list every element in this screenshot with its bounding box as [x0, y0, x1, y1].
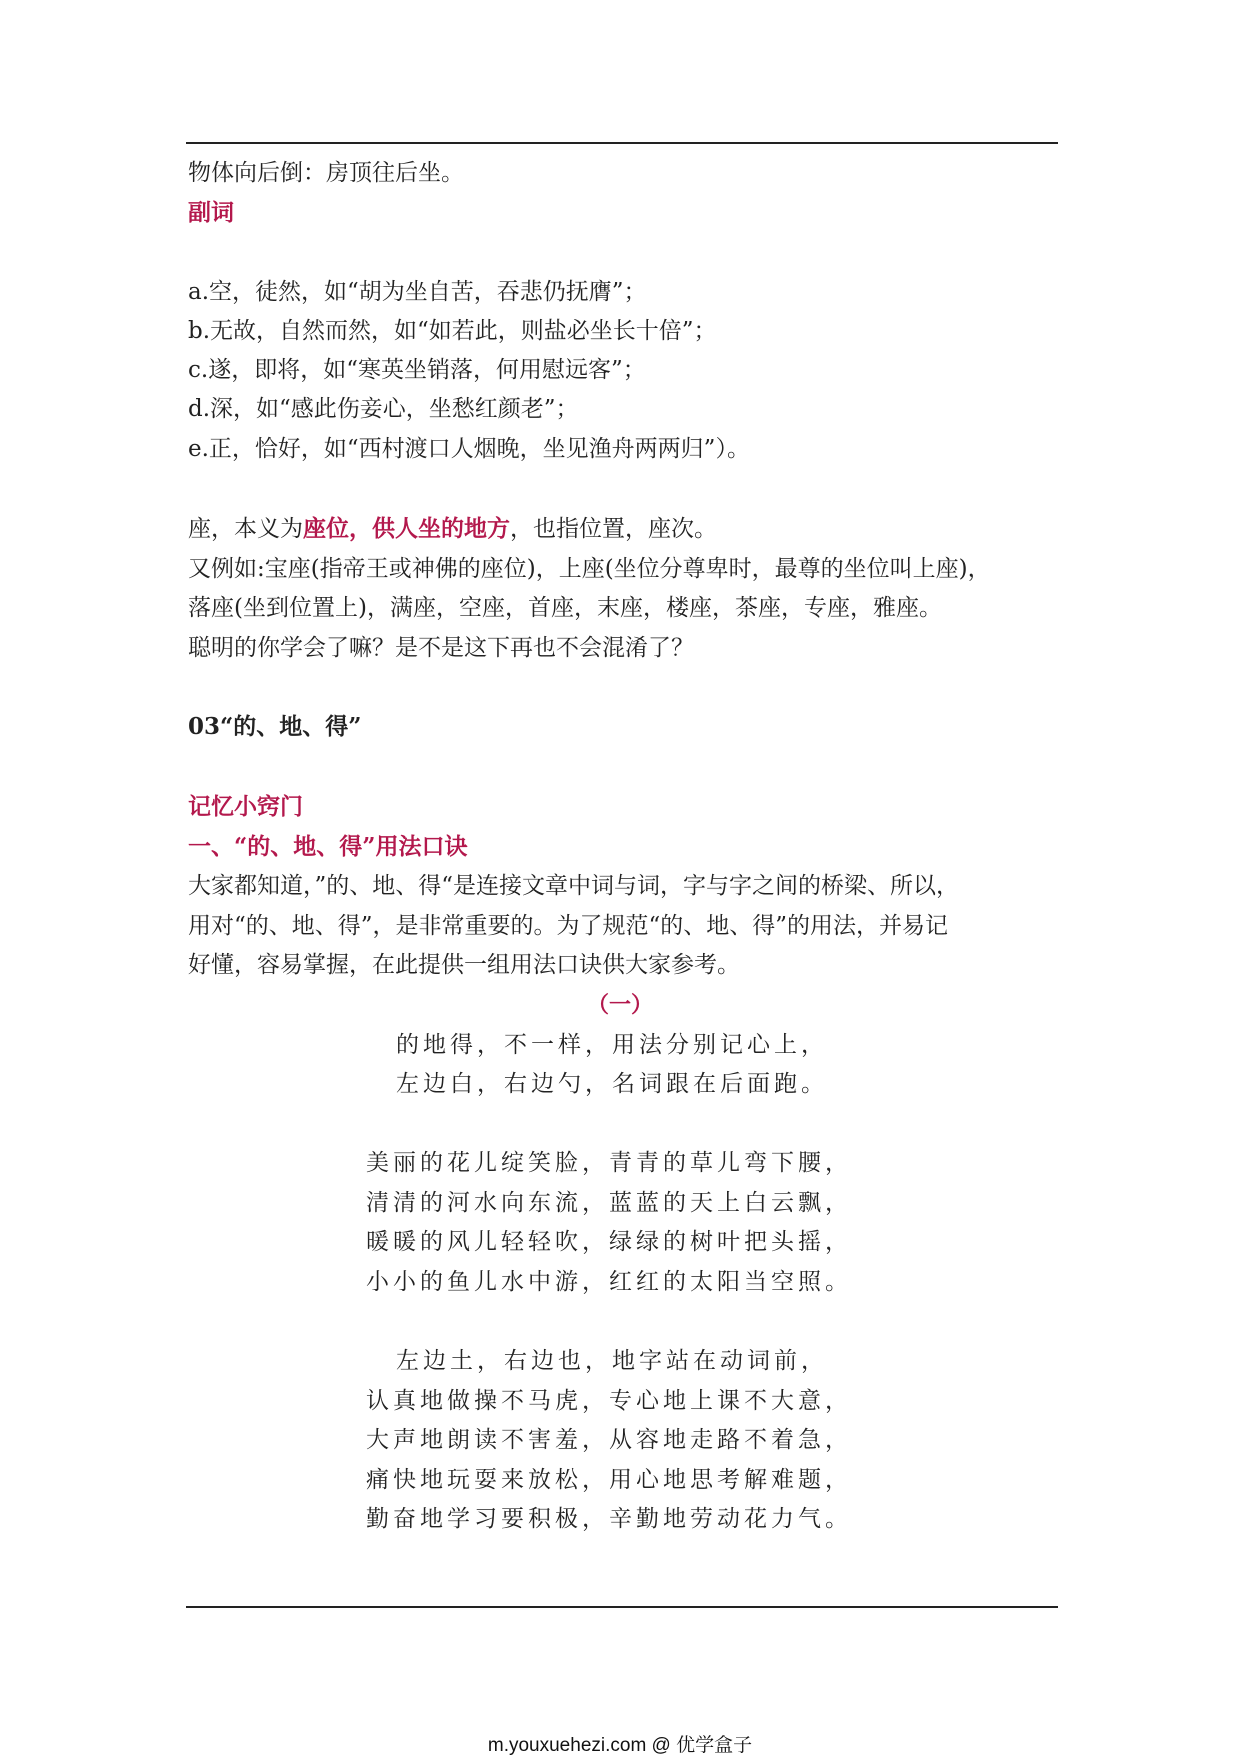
zuo-prefix: 座，本义为: [188, 516, 303, 542]
zuo-suffix: ，也指位置，座次。: [510, 516, 717, 542]
adverb-heading: 副词: [188, 199, 234, 226]
intro-line-1: 大家都知道，”的、地、得“是连接文章中词与词，字与字之间的桥梁、所以，: [188, 873, 960, 899]
zuo-question: 聪明的你学会了嘛？是不是这下再也不会混淆了？: [188, 635, 694, 661]
zuo-definition: [188, 514, 717, 544]
section-title: 03“的、地、得”: [188, 713, 362, 740]
footer-rule: [186, 1606, 1058, 1608]
intro-line-2: 用对“的、地、得”，是非常重要的。为了规范“的、地、得”的用法，并易记: [188, 913, 949, 939]
intro-line-3: 好懂，容易掌握，在此提供一组用法口诀供大家参考。: [188, 952, 740, 978]
poem-line-2: 左边白，右边勺，名词跟在后面跑。: [396, 1071, 828, 1097]
poem-line-3: 美丽的花儿绽笑脸，青青的草儿弯下腰，: [366, 1150, 852, 1176]
poem-line-8: 认真地做操不马虎，专心地上课不大意，: [366, 1388, 852, 1414]
adverb-item-d: d.深，如“感此伤妾心，坐愁红颜老”；: [188, 396, 579, 422]
adverb-item-b: b.无故，自然而然，如“如若此，则盐必坐长十倍”；: [188, 318, 717, 344]
memory-heading: 记忆小窍门: [188, 793, 303, 820]
poem-line-6: 小小的鱼儿水中游，红红的太阳当空照。: [366, 1269, 852, 1295]
adverb-item-e: e.正，恰好，如“西村渡口人烟晚，坐见渔舟两两归”）。: [188, 436, 750, 462]
poem-line-10: 痛快地玩耍来放松，用心地思考解难题，: [366, 1467, 852, 1493]
top-line: 物体向后倒：房顶往后坐。: [188, 160, 464, 186]
rhyme-heading: 一、“的、地、得”用法口诀: [188, 833, 468, 860]
zuo-examples-2: 落座(坐到位置上)，满座，空座，首座，末座，楼座，茶座，专座，雅座。: [188, 595, 942, 621]
poem-line-7: 左边土，右边也，地字站在动词前，: [396, 1348, 828, 1374]
zuo-examples-1: 又例如:宝座(指帝王或神佛的座位)，上座(坐位分尊卑时，最尊的坐位叫上座)，: [188, 556, 991, 582]
zuo-highlight: 座位，供人坐的地方: [303, 515, 510, 542]
poem-line-4: 清清的河水向东流，蓝蓝的天上白云飘，: [366, 1190, 852, 1216]
adverb-item-a: a.空，徒然，如“胡为坐自苦，吞悲仍抚膺”；: [188, 279, 647, 305]
poem-line-9: 大声地朗读不害羞，从容地走路不着急，: [366, 1427, 852, 1453]
poem-number: （一）: [586, 992, 653, 1018]
poem-line-11: 勤奋地学习要积极，辛勤地劳动花力气。: [366, 1506, 852, 1532]
poem-line-1: 的地得，不一样，用法分别记心上，: [396, 1032, 828, 1058]
header-rule: [186, 142, 1058, 144]
footer-link[interactable]: m.youxuehezi.com @ 优学盒子: [487, 1735, 753, 1756]
adverb-item-c: c.遂，即将，如“寒英坐销落，何用慰远客”；: [188, 357, 646, 383]
poem-line-5: 暖暖的风儿轻轻吹，绿绿的树叶把头摇，: [366, 1229, 852, 1255]
